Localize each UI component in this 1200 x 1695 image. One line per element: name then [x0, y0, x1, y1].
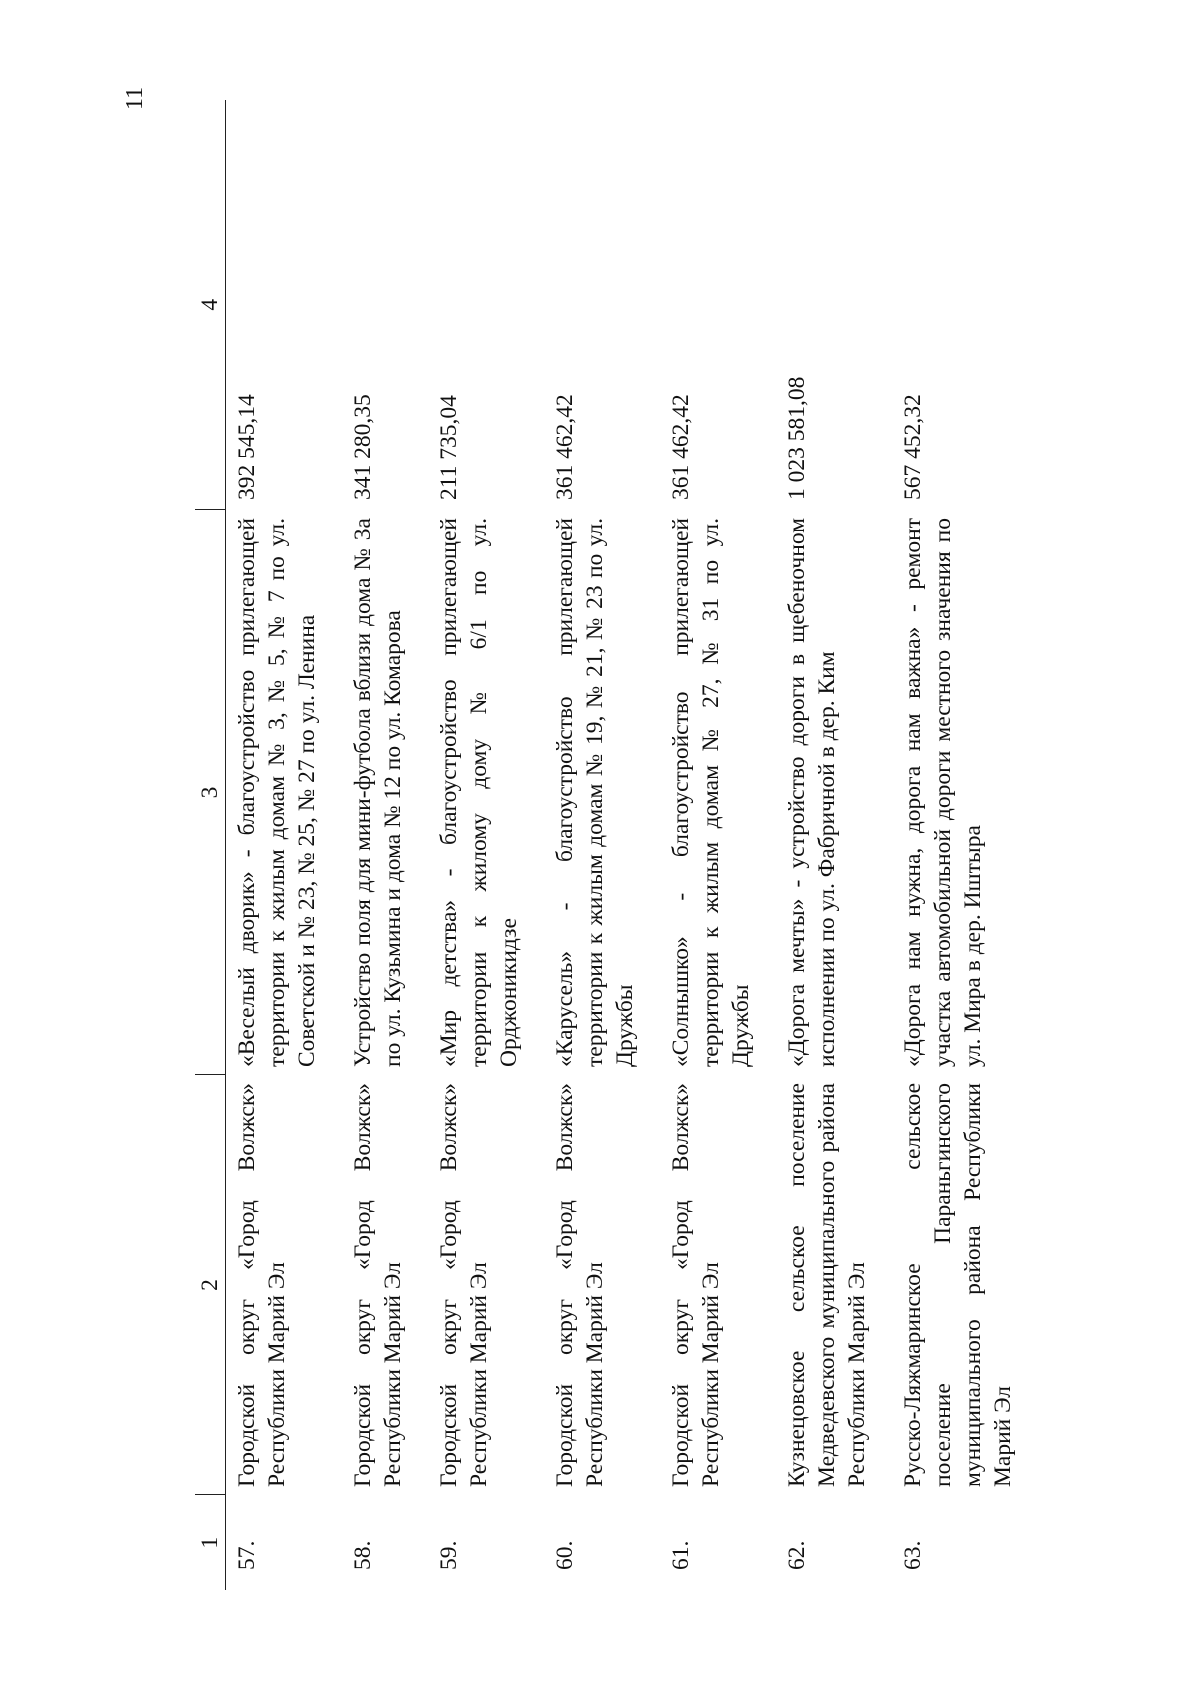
column-header-4: 4: [195, 100, 226, 510]
municipality-cell: Городской округ «Город Волжск» Республики Марий Эл: [234, 1083, 290, 1487]
column-header-3: 3: [195, 510, 226, 1075]
projects-table: [195, 100, 1038, 1590]
row-number: 59.: [436, 1540, 462, 1570]
row-number: 63.: [900, 1540, 926, 1570]
project-cell: «Веселый дворик» - благоустройство прилегающей территории к жилым домам № 3, № 5, № 7 по ул. Советской и № 23, № 25, № 27 по ул. Ленина: [234, 518, 320, 1067]
table-row: [226, 100, 343, 1590]
project-cell: «Дорога нам нужна, дорога нам важна» - ремонт участка автомобильной дороги местного значения по ул. Мира в дер. Иштыра: [900, 518, 986, 1067]
amount-cell: 392 545,14: [234, 394, 260, 500]
amount-cell: 1 023 581,08: [784, 376, 810, 500]
column-header-1: 1: [195, 1495, 226, 1590]
row-number: 62.: [784, 1540, 810, 1570]
project-cell: «Дорога мечты» - устройство дороги в щебеночном исполнении по ул. Фабричной в дер. Ким: [784, 518, 840, 1067]
amount-cell: 567 452,32: [900, 394, 926, 500]
table-row: [892, 100, 1038, 1590]
row-number: 57.: [234, 1540, 260, 1570]
row-number: 58.: [350, 1540, 376, 1570]
table-row: [544, 100, 660, 1590]
table-row: [428, 100, 544, 1590]
municipality-cell: Городской округ «Город Волжск» Республики Марий Эл: [552, 1083, 608, 1487]
municipality-cell: Русско-Ляжмаринское сельское поселение Параньгинского муниципального района Республики Марий Эл: [900, 1083, 1016, 1487]
municipality-cell: Городской округ «Город Волжск» Республики Марий Эл: [668, 1083, 724, 1487]
column-header-2: 2: [195, 1075, 226, 1495]
table-header-row: [195, 100, 226, 1590]
table-row: [776, 100, 892, 1590]
landscape-table-wrapper: [195, 100, 1038, 1590]
table-row: [660, 100, 776, 1590]
amount-cell: 211 735,04: [436, 395, 462, 500]
amount-cell: 361 462,42: [552, 394, 578, 500]
amount-cell: 361 462,42: [668, 394, 694, 500]
municipality-cell: Городской округ «Город Волжск» Республики Марий Эл: [350, 1083, 406, 1487]
project-cell: Устройство поля для мини-футбола вблизи дома № 3а по ул. Кузьмина и дома № 12 по ул. Комарова: [350, 518, 406, 1067]
row-number: 60.: [552, 1540, 578, 1570]
project-cell: «Мир детства» - благоустройство прилегающей территории к жилому дому № 6/1 по ул. Орджоникидзе: [436, 518, 522, 1067]
project-cell: «Солнышко» - благоустройство прилегающей территории к жилым домам № 27, № 31 по ул. Дружбы: [668, 518, 754, 1067]
page-number: 11: [122, 86, 148, 110]
municipality-cell: Городской округ «Город Волжск» Республики Марий Эл: [436, 1083, 492, 1487]
table-row: [342, 100, 428, 1590]
amount-cell: 341 280,35: [350, 394, 376, 500]
project-cell: «Карусель» - благоустройство прилегающей территории к жилым домам № 19, № 21, № 23 по ул. Дружбы: [552, 518, 638, 1067]
row-number: 61.: [668, 1540, 694, 1570]
municipality-cell: Кузнецовское сельское поселение Медведевского муниципального района Республики Марий Эл: [784, 1083, 870, 1487]
